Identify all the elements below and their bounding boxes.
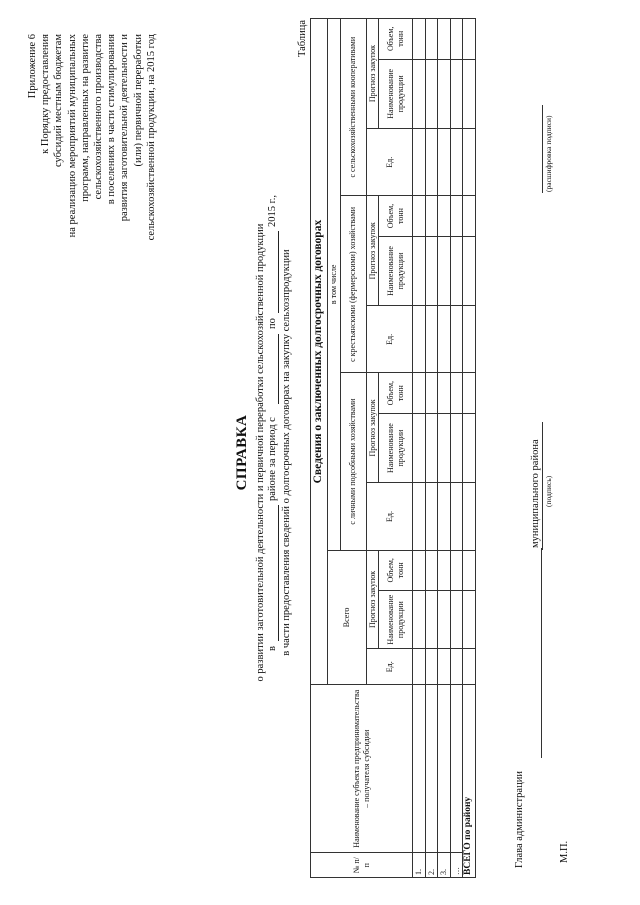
header-group-personal-farms: с личными подсобными хозяйствами — [340, 373, 366, 550]
appendix-line: развития заготовительной деятельности и — [119, 34, 131, 222]
header-volume: Объем, тонн — [379, 550, 413, 590]
period-in-label: в — [267, 646, 278, 651]
header-forecast: Прогноз закупок — [366, 196, 379, 306]
appendix-line: к Порядку предоставления — [40, 34, 52, 154]
header-product-name: Наименование продукции — [379, 413, 413, 483]
header-volume: Объем, тонн — [379, 196, 413, 236]
document-purpose: в части предоставления сведений о долгосрочных договорах на закупку сельхозпродукции — [281, 249, 292, 656]
header-including: в том числе — [328, 19, 341, 551]
appendix-line: сельскохозяйственного производства — [93, 34, 105, 200]
period-year: 2015 г., — [267, 195, 278, 227]
row-number: 2. — [425, 853, 438, 878]
appendix-note — [26, 34, 158, 334]
district-blank[interactable] — [267, 505, 279, 641]
appendix-line: на реализацию мероприятий муниципальных — [66, 34, 78, 238]
total-row — [463, 19, 476, 878]
head-title-underline — [541, 548, 542, 758]
appendix-line: (или) первичной переработки — [132, 34, 144, 167]
total-row-label: ВСЕГО по району — [463, 685, 476, 878]
table-label: Таблица — [297, 20, 308, 58]
document-title: СПРАВКА — [234, 414, 250, 491]
appendix-line: в поселениях в части стимулирования — [106, 34, 118, 205]
contracts-table — [310, 18, 476, 878]
header-group-peasant-farms: с крестьянскими (фермерскими) хозяйствами — [340, 196, 366, 373]
header-subject: Наименование субъекта предпринимательства – получателя субсидии — [311, 685, 413, 853]
appendix-line: Приложение 6 — [27, 34, 38, 99]
header-num: № п/п — [311, 853, 413, 878]
header-product-name: Наименование продукции — [379, 236, 413, 306]
table-row — [438, 19, 451, 878]
head-title-line2: муниципального района — [530, 439, 541, 548]
table-row — [413, 19, 426, 878]
period-line — [267, 0, 281, 905]
signature-line[interactable] — [542, 422, 543, 550]
date-to-blank[interactable] — [267, 231, 279, 313]
header-forecast: Прогноз закупок — [366, 373, 379, 483]
appendix-line: сельскохозяйственной продукции, на 2015 год — [145, 34, 157, 241]
header-forecast: Прогноз закупок — [366, 19, 379, 129]
header-volume: Объем, тонн — [379, 19, 413, 60]
signature-caption: (подпись) — [544, 475, 553, 507]
header-unit: Ед. — [366, 483, 413, 550]
table-row — [425, 19, 438, 878]
stamp-placeholder: М.П. — [559, 840, 570, 863]
header-group-cooperatives: с сельскохозяйственными кооперативами — [340, 19, 366, 196]
header-forecast: Прогноз закупок — [366, 550, 379, 649]
decoding-line[interactable] — [542, 105, 543, 193]
table-row — [450, 19, 463, 878]
appendix-line: программ, направленных на развитие — [79, 34, 91, 202]
header-product-name: Наименование продукции — [379, 59, 413, 129]
header-total: Всего — [328, 550, 367, 685]
appendix-line: субсидий местным бюджетам — [53, 34, 65, 168]
period-to-label: по — [267, 318, 278, 329]
header-unit: Ед. — [366, 306, 413, 373]
document-subtitle: о развитии заготовительной деятельности и первичной переработки сельскохозяйственной продукции — [255, 223, 266, 682]
period-from-label: районе за период с — [267, 417, 278, 501]
head-title-line1: Глава администрации — [514, 771, 525, 868]
row-number: 1. — [413, 853, 426, 878]
decoding-caption: (расшифровка подписи) — [544, 115, 553, 192]
header-unit: Ед. — [366, 649, 413, 685]
header-volume: Объем, тонн — [379, 373, 413, 413]
header-product-name: Наименование продукции — [379, 590, 413, 648]
row-number: 3. — [438, 853, 451, 878]
date-from-blank[interactable] — [267, 334, 279, 404]
header-contracts-info: Сведения о заключенных долгосрочных договорах — [311, 19, 328, 685]
row-number: … — [450, 853, 463, 878]
header-unit: Ед. — [366, 129, 413, 196]
